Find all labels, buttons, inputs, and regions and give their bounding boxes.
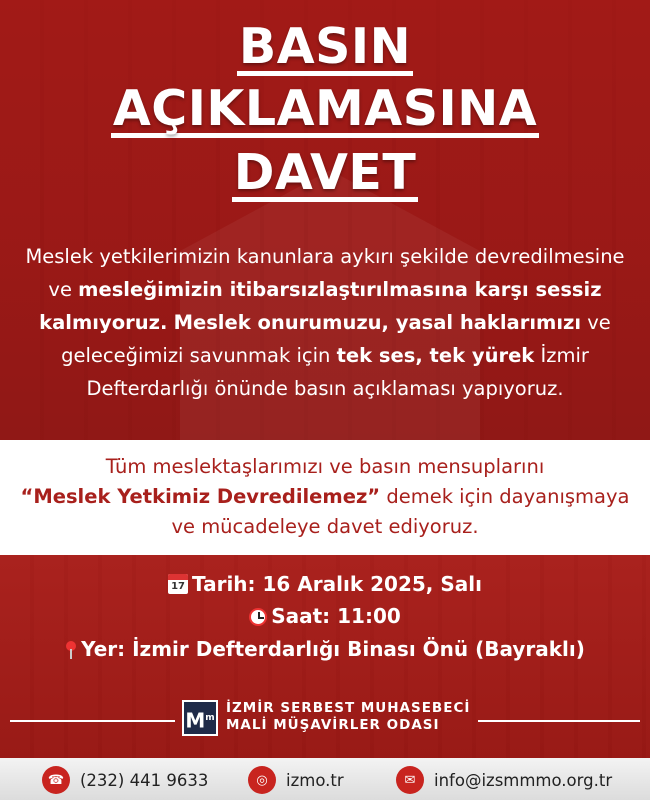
organization-logo: $M^m$ [182,700,218,736]
divider-right [478,720,640,722]
location-pin-icon [65,641,77,659]
event-place: Yer: İzmir Defterdarlığı Binası Önü (Bayraklı) [0,637,650,661]
event-date: 17 Tarih: 16 Aralık 2025, Salı [0,572,650,596]
organization-logo-row [0,690,650,740]
divider-left [10,720,175,722]
alarm-clock-icon [249,608,267,626]
organization-name: İZMİR SERBEST MUHASEBECİ MALİ MÜŞAVİRLER ODASI [226,700,471,733]
title-line-3: DAVET [233,144,417,201]
invite-paragraph: Tüm meslektaşlarımızı ve basın mensuplarını “Meslek Yetkimiz Devredilemez” demek için dayanışmaya ve mücadeleye davet ediyoruz. [20,455,630,538]
phone-icon: ☎ [42,766,70,794]
calendar-icon: 17 [168,574,188,594]
globe-icon: ◎ [248,766,276,794]
contact-footer [0,758,650,800]
intro-paragraph: Meslek yetkilerimizin kanunlara aykırı şekilde devredilmesine ve mesleğimizin itibarsızlaştırılmasına karşı sessiz kalmıyoruz. Meslek onurumuzu, yasal haklarımızı ve geleceğimizi savunmak için tek ses, tek yürek İzmir Defterdarlığı önünde basın açıklaması yapıyoruz. [25,245,625,400]
email-link[interactable]: ✉ info@izsmmmo.org.tr [396,765,612,795]
title-line-1: BASIN [238,18,412,75]
mail-icon: ✉ [396,766,424,794]
title-line-2: AÇIKLAMASINA [112,80,538,137]
website-link[interactable]: ◎ izmo.tr [248,765,344,795]
phone-contact[interactable]: ☎ (232) 441 9633 [42,765,208,795]
event-time: Saat: 11:00 [0,604,650,628]
